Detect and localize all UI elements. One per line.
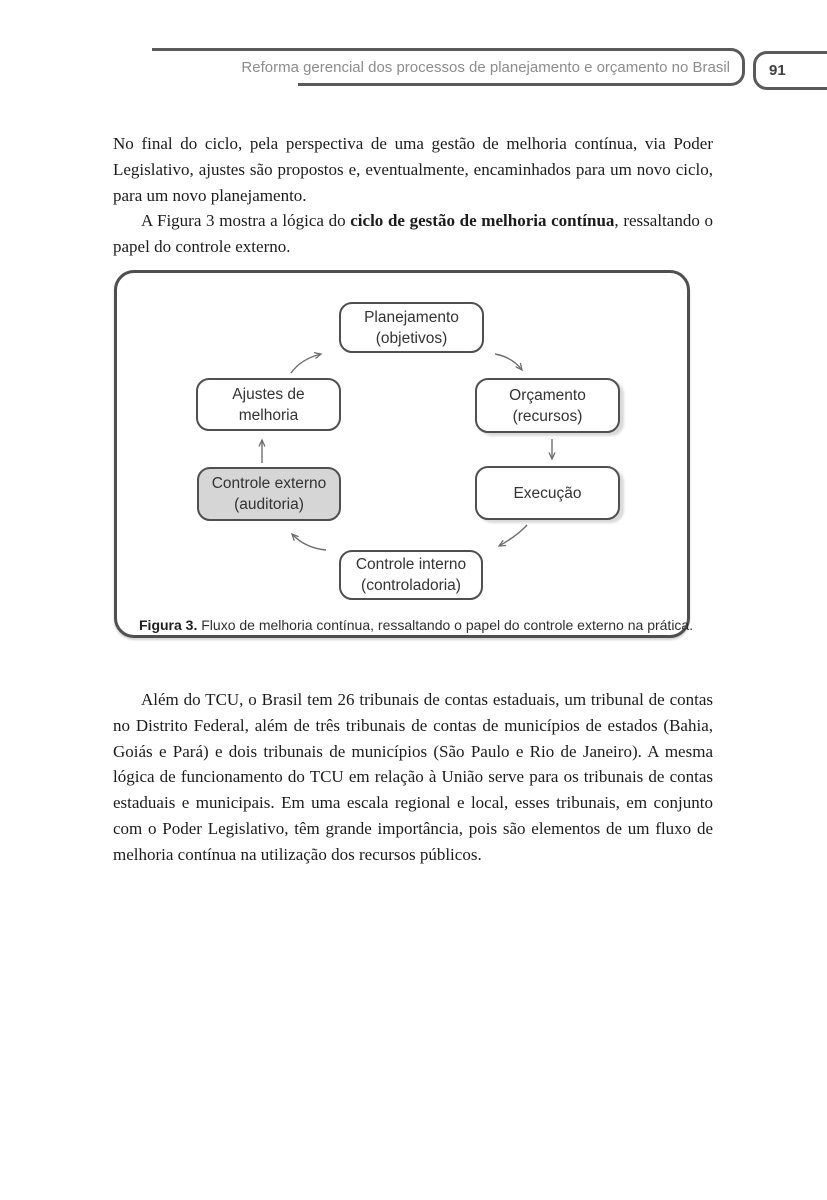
running-head-title: Reforma gerencial dos processos de planejamento e orçamento no Brasil xyxy=(241,58,730,76)
closing-paragraph xyxy=(113,687,713,868)
node-label-line: melhoria xyxy=(238,406,299,424)
node-label-line: (recursos) xyxy=(512,407,583,425)
node-label-line: Controle externo xyxy=(211,475,327,492)
page-number: 91 xyxy=(769,62,786,79)
figure-caption-text: Fluxo de melhoria contínua, ressaltando o papel do controle externo na prática. xyxy=(201,617,694,633)
node-planejamento xyxy=(339,302,484,353)
figure-caption xyxy=(139,617,694,633)
figure-frame xyxy=(114,270,694,638)
paragraph xyxy=(113,208,713,260)
intro-paragraphs xyxy=(113,131,713,260)
node-controle-externo xyxy=(197,467,341,521)
running-head-rule xyxy=(152,48,300,51)
node-orcamento xyxy=(475,378,620,433)
node-label-line: (controladoria) xyxy=(361,577,461,594)
running-head-pill xyxy=(241,48,745,86)
node-label-line: Planejamento xyxy=(364,308,459,326)
node-label-line: (auditoria) xyxy=(234,496,304,513)
paragraph-bold-text: ciclo de gestão de melhoria contínua xyxy=(350,211,615,231)
paragraph-text: A Figura 3 mostra a lógica do xyxy=(141,211,351,231)
paragraph: No final do ciclo, pela perspectiva de uma gestão de melhoria contínua, via Poder Legislativo, ajustes são propostos e, eventualmente, encaminhados para um novo ciclo, para um novo planejamento. xyxy=(113,134,713,205)
node-ajustes-de-melhoria xyxy=(196,378,341,431)
node-label-line: Ajustes de xyxy=(232,385,305,403)
node-execucao xyxy=(475,466,620,520)
figure-caption-label: Figura 3. xyxy=(139,617,198,633)
arrow-ajustes-to-planejamento xyxy=(291,354,321,373)
paragraph: Além do TCU, o Brasil tem 26 tribunais de contas estaduais, um tribunal de contas no Distrito Federal, além de três tribunais de contas de municípios de estados (Bahia, Goiás e Pará) e dois tribunais de municípios (São Paulo e Rio de Janeiro). A mesma lógica de funcionamento do TCU em relação à União serve para os tribunais de contas estaduais e municipais. Em uma escala regional e local, esses tribunais, em conjunto com o Poder Legislativo, têm grande importância, pois são elementos de um fluxo de melhoria contínua na utilização dos recursos públicos. xyxy=(113,690,713,864)
node-label-line: Execução xyxy=(513,484,582,502)
paragraph-text: , ressaltando o papel do controle externo. xyxy=(113,211,713,257)
node-label-line: Orçamento xyxy=(509,386,586,404)
node-label-line: Controle interno xyxy=(355,556,467,573)
node-label-line: (objetivos) xyxy=(375,329,448,347)
arrow-execucao-to-interno xyxy=(499,525,527,546)
arrow-interno-to-externo xyxy=(292,534,326,550)
node-controle-interno xyxy=(339,550,483,600)
arrow-planejamento-to-orcamento xyxy=(495,354,522,370)
page-number-box xyxy=(753,51,827,90)
